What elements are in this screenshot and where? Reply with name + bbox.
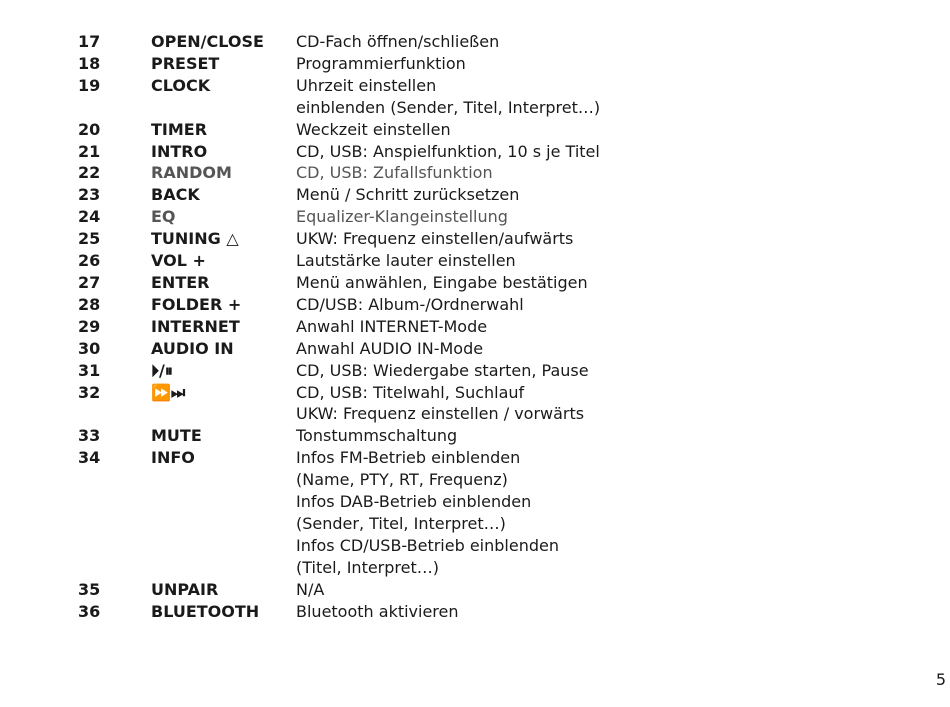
description-line: (Name, PTY, RT, Frequenz) [296,470,508,490]
key-number: 19 [78,75,101,95]
key-number: 33 [78,426,101,446]
key-label: TIMER [151,119,208,139]
key-label: VOL + [151,251,206,271]
table-row [78,601,638,623]
description-line: Lautstärke lauter einstellen [296,251,516,271]
table-row [78,53,638,75]
key-function-list [78,31,638,622]
table-row [78,184,638,206]
key-description [296,162,638,184]
key-label: RANDOM [151,163,232,183]
description-line: Menü anwählen, Eingabe bestätigen [296,272,588,292]
description-line: Tonstummschaltung [296,426,458,446]
description-line: Equalizer-Klangeinstellung [296,207,508,227]
key-description [296,272,638,294]
description-line: (Titel, Interpret…) [296,557,439,577]
description-line: Uhrzeit einstellen [296,75,437,95]
key-number: 24 [78,207,101,227]
description-line: Menü / Schritt zurücksetzen [296,185,520,205]
key-label: EQ [151,207,176,227]
description-line: Bluetooth aktivieren [296,601,459,621]
table-row [78,162,638,184]
key-description [296,425,638,447]
key-description [296,601,638,623]
key-description [296,53,638,75]
key-number: 18 [78,53,101,73]
key-number: 22 [78,163,101,183]
key-label: INFO [151,448,195,468]
key-number: 20 [78,119,101,139]
key-description [296,250,638,272]
key-description [296,119,638,141]
table-row [78,119,638,141]
description-line: Infos CD/USB-Betrieb einblenden [296,535,559,555]
key-label: AUDIO IN [151,338,234,358]
description-line: CD-Fach öffnen/schließen [296,32,500,51]
key-number: 29 [78,316,101,336]
table-row [78,447,638,578]
key-number: 35 [78,579,101,599]
table-row [78,425,638,447]
key-number: 28 [78,294,101,314]
key-description [296,382,638,426]
key-number: 27 [78,272,101,292]
description-line: N/A [296,579,325,599]
table-row [78,360,638,382]
description-line: CD, USB: Wiedergabe starten, Pause [296,360,589,380]
key-number: 30 [78,338,101,358]
key-label: MUTE [151,426,202,446]
key-number: 25 [78,229,101,249]
key-label: TUNING △ [151,229,239,249]
key-description [296,316,638,338]
table-row [78,31,638,53]
description-line: UKW: Frequenz einstellen/aufwärts [296,229,574,249]
key-label: BLUETOOTH [151,601,260,621]
key-number: 34 [78,448,101,468]
description-line: CD/USB: Album-/Ordnerwahl [296,294,524,314]
key-description [296,294,638,316]
key-description [296,206,638,228]
key-description [296,141,638,163]
key-label: INTERNET [151,316,240,336]
key-number: 36 [78,601,101,621]
key-number: 21 [78,141,101,161]
key-label: UNPAIR [151,579,219,599]
table-row [78,579,638,601]
key-description [296,228,638,250]
key-label: FOLDER + [151,294,242,314]
description-line: CD, USB: Zufallsfunktion [296,163,493,183]
table-row [78,382,638,426]
table-row [78,294,638,316]
key-description [296,338,638,360]
key-description [296,579,638,601]
description-line: Weckzeit einstellen [296,119,451,139]
description-line: Anwahl AUDIO IN-Mode [296,338,484,358]
key-label: CLOCK [151,75,211,95]
key-label: BACK [151,185,200,205]
description-line: Anwahl INTERNET-Mode [296,316,488,336]
key-description [296,447,638,578]
description-line: Programmierfunktion [296,53,466,73]
key-label: OPEN/CLOSE [151,32,264,51]
description-line: CD, USB: Titelwahl, Suchlauf [296,382,525,402]
key-description [296,75,638,119]
key-number: 31 [78,360,101,380]
key-number: 26 [78,251,101,271]
page-number: 5 [935,670,946,689]
description-line: Infos FM-Betrieb einblenden [296,448,521,468]
table-row [78,141,638,163]
table-row [78,272,638,294]
table-row [78,316,638,338]
key-label: ⏵/⏸ [151,360,173,380]
key-label: PRESET [151,53,220,73]
description-line: einblenden (Sender, Titel, Interpret…) [296,97,601,117]
description-line: (Sender, Titel, Interpret…) [296,513,506,533]
table-row [78,206,638,228]
key-label: ⏩⏭ [151,382,186,402]
key-number: 17 [78,32,101,51]
key-description [296,31,638,53]
description-line: CD, USB: Anspielfunktion, 10 s je Titel [296,141,600,161]
key-description [296,184,638,206]
description-line: Infos DAB-Betrieb einblenden [296,492,532,512]
key-number: 23 [78,185,101,205]
key-label: INTRO [151,141,208,161]
description-line: UKW: Frequenz einstellen / vorwärts [296,404,585,424]
table-row [78,75,638,119]
table-row [78,228,638,250]
key-label: ENTER [151,272,210,292]
table-row [78,338,638,360]
key-description [296,360,638,382]
key-number: 32 [78,382,101,402]
table-row [78,250,638,272]
